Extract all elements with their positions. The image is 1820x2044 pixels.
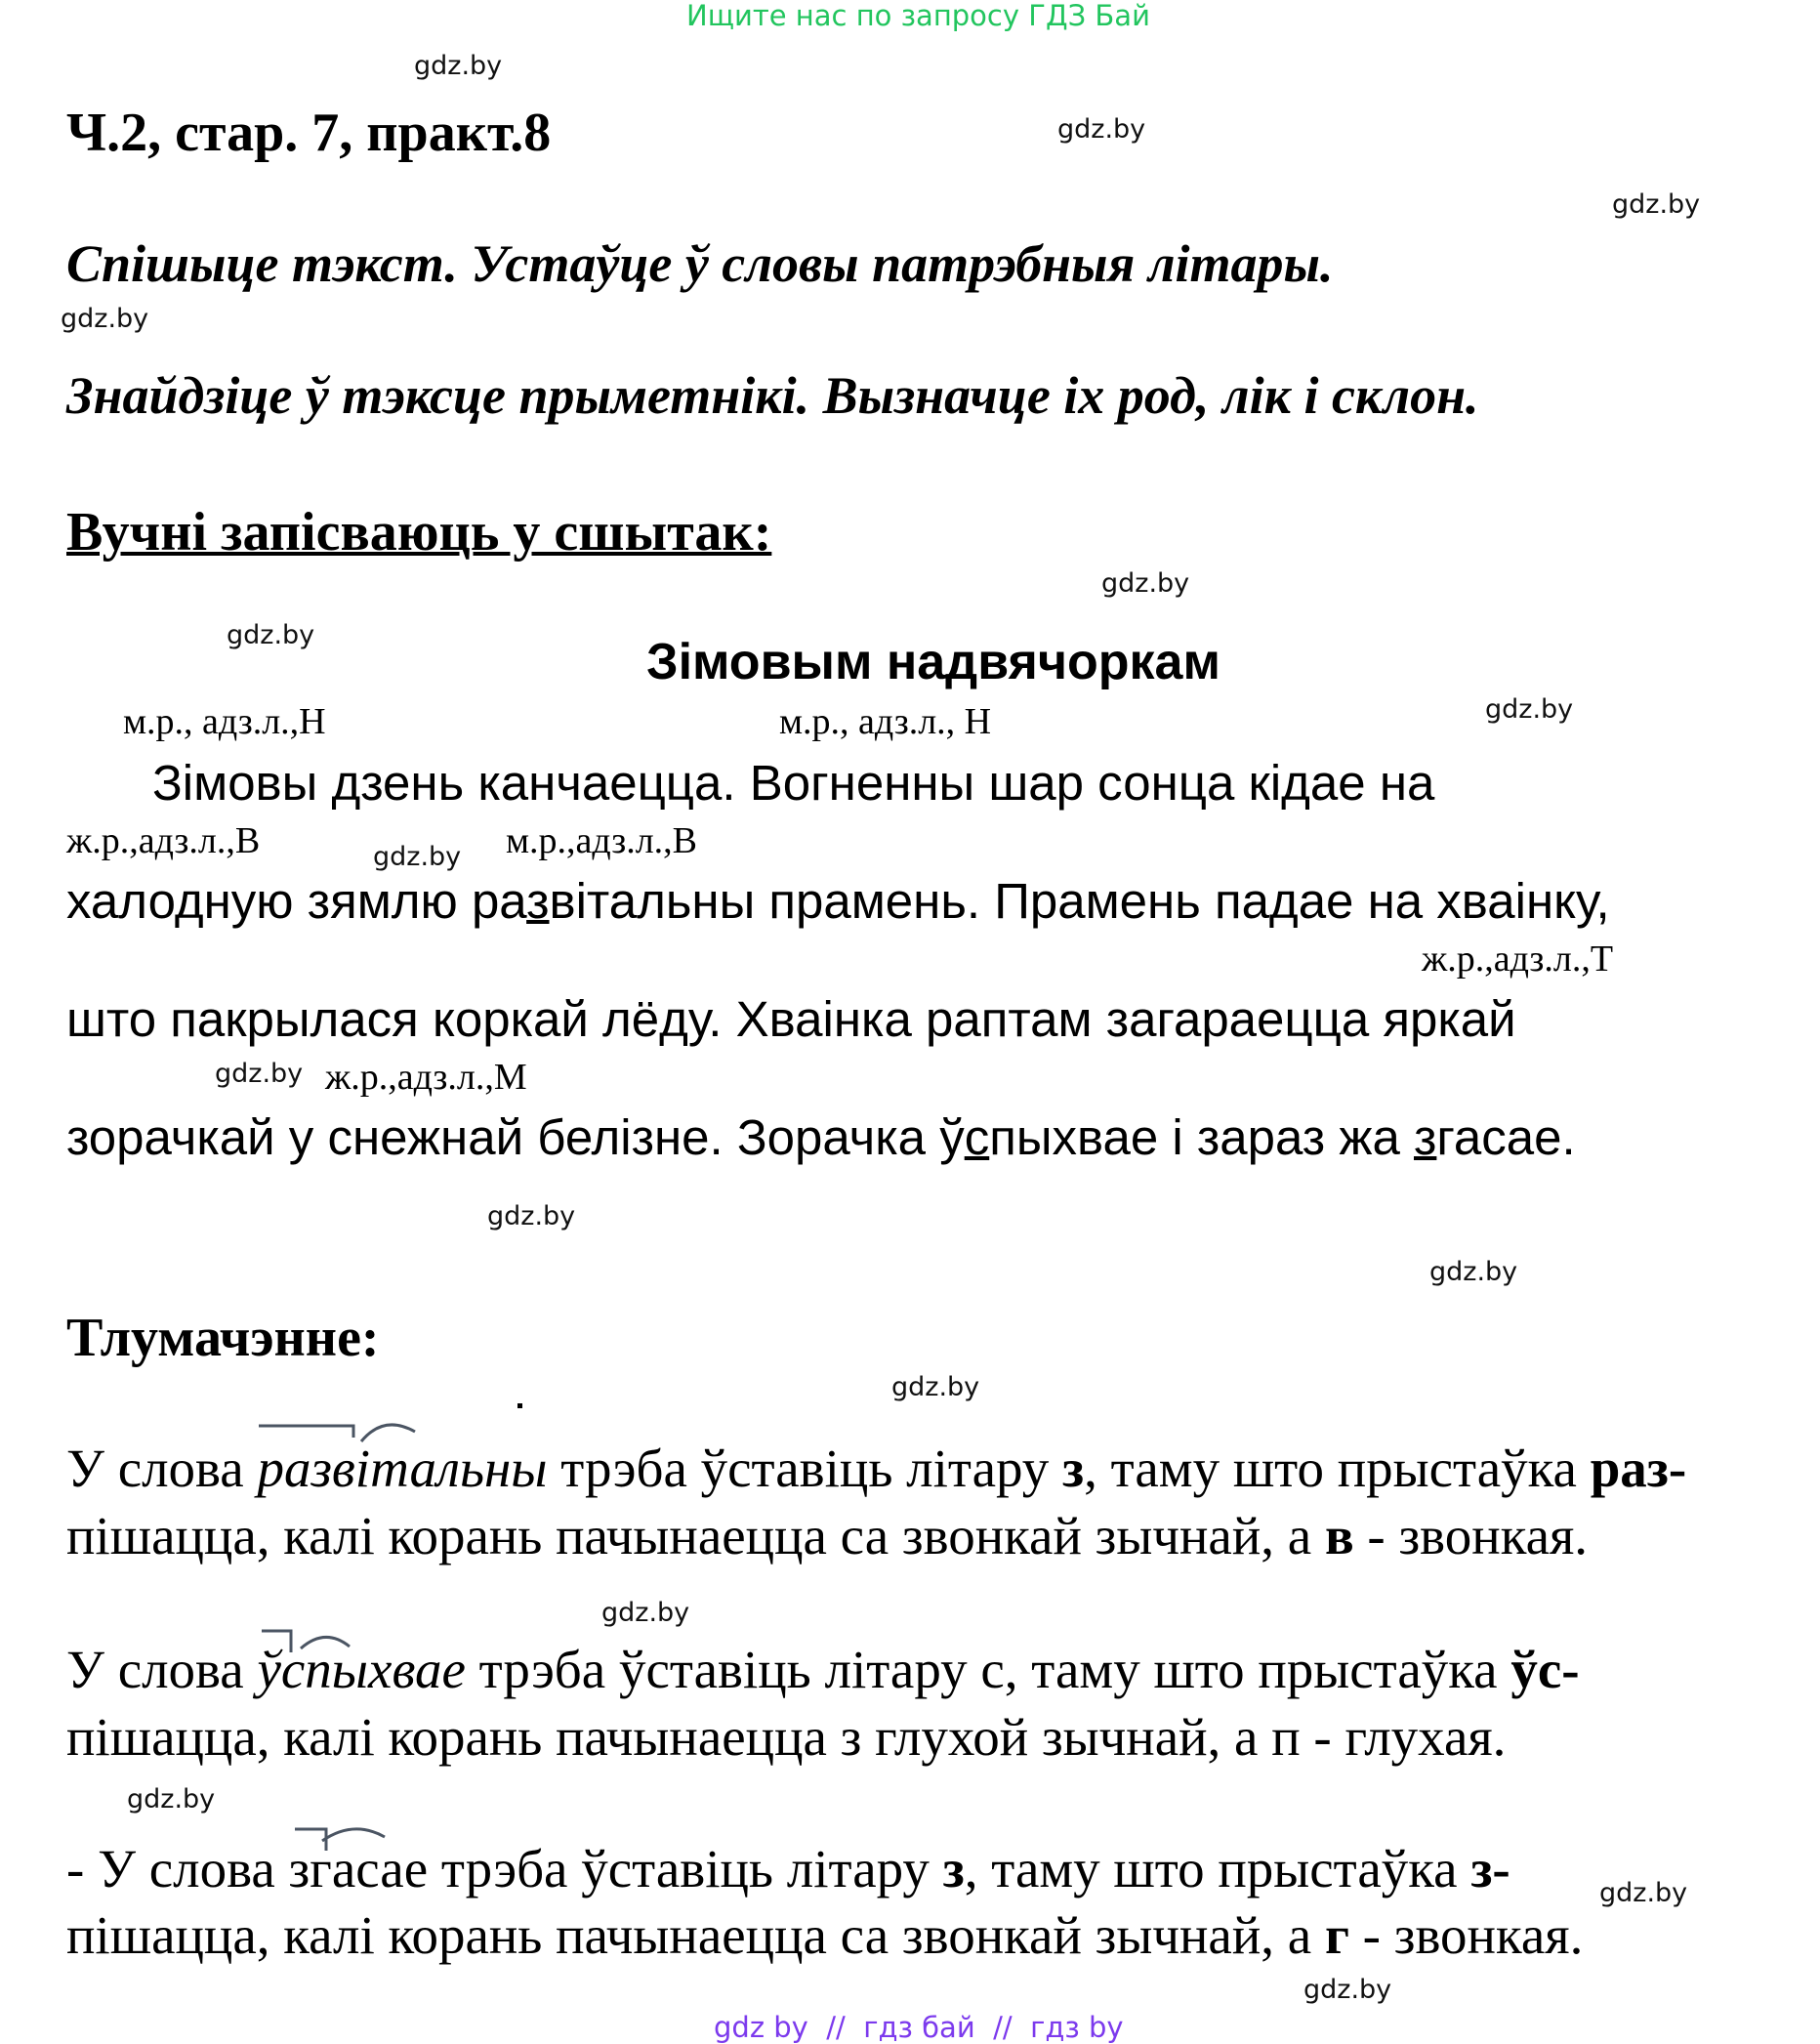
text-part: , таму што прыстаўка: [964, 1839, 1471, 1898]
footer-links[interactable]: gdz by // гдз бай // гдз by: [714, 2011, 1124, 2044]
inserted-letter: з: [526, 873, 550, 929]
text-title: Зімовым надвячоркам: [646, 634, 1220, 690]
watermark: gdz.by: [414, 51, 503, 81]
annotation: м.р.,адз.л.,В: [506, 820, 698, 861]
explanation-heading: Тлумачэнне:: [66, 1308, 380, 1368]
watermark: gdz.by: [1485, 694, 1574, 725]
annotation: ж.р.,адз.л.,В: [66, 820, 261, 861]
example-word: ўспыхвае: [257, 1640, 466, 1699]
text-part: пішацца, калі корань пачынаецца са звонкай зычнай, а: [66, 1905, 1325, 1965]
watermark: gdz.by: [1599, 1878, 1688, 1908]
watermark: gdz.by: [1101, 568, 1190, 599]
text-line-4: [66, 1109, 1576, 1165]
text-part: У слова: [66, 1640, 258, 1699]
watermark: gdz.by: [227, 620, 315, 650]
watermark: gdz.by: [215, 1059, 304, 1089]
text-line-3: што пакрылася коркай лёду. Хваінка раптам загараецца яркай: [66, 991, 1516, 1047]
letter: г: [1324, 1905, 1349, 1965]
watermark: gdz.by: [1303, 1975, 1392, 2005]
text-line-2: [66, 873, 1610, 929]
watermark: gdz.by: [127, 1784, 216, 1815]
section-heading: Вучні запісваюць у сшытак:: [66, 502, 772, 563]
letter: з: [942, 1839, 965, 1898]
text-part: пішацца, калі корань пачынаецца са звонкай зычнай, а: [66, 1506, 1325, 1565]
text-part: вітальны прамень. Прамень падае на хваінку,: [549, 873, 1610, 929]
text-part: зорачкай у снежнай белізне. Зорачка ў: [66, 1109, 965, 1165]
annotation: м.р., адз.л.,Н: [123, 701, 326, 742]
stray-dot: [517, 1403, 522, 1408]
annotation: ж.р.,адз.л.,Т: [1422, 939, 1614, 980]
text-part: трэба ўставіць літару с, таму што прыстаўка: [465, 1640, 1511, 1699]
explanation-3-line-2: [66, 1905, 1584, 1965]
explanation-2-line-1: [66, 1640, 1580, 1699]
instruction-1: Спішыце тэкст. Устаўце ў словы патрэбныя літары.: [66, 234, 1334, 293]
watermark: gdz.by: [373, 842, 462, 872]
instruction-2: Знайдзіце ў тэксце прыметнікі. Вызначце іх род, лік і склон.: [66, 366, 1479, 425]
inserted-letter: с: [964, 1109, 990, 1165]
text-part: гасае.: [1436, 1109, 1576, 1165]
watermark: gdz.by: [487, 1201, 576, 1231]
watermark: gdz.by: [1612, 189, 1701, 220]
text-part: У слова: [66, 1439, 258, 1498]
annotation: ж.р.,адз.л.,М: [325, 1057, 527, 1098]
page-title: Ч.2, стар. 7, практ.8: [66, 103, 552, 163]
inserted-letter: з: [1414, 1109, 1437, 1165]
annotation: м.р., адз.л., Н: [779, 701, 992, 742]
text-part: - звонкая.: [1348, 1905, 1584, 1965]
letter: з: [1062, 1439, 1085, 1498]
text-part: , таму што прыстаўка: [1084, 1439, 1591, 1498]
watermark: gdz.by: [891, 1372, 980, 1402]
explanation-3-line-1: [66, 1839, 1510, 1898]
explanation-2-line-2: пішацца, калі корань пачынаецца з глухой зычнай, а п - глухая.: [66, 1707, 1507, 1767]
prefix: раз-: [1590, 1439, 1687, 1498]
watermark: gdz.by: [1057, 114, 1146, 145]
explanation-1-line-2: [66, 1506, 1589, 1565]
watermark: gdz.by: [61, 304, 149, 334]
text-line-1: Зімовы дзень канчаецца. Вогненны шар сонца кідае на: [152, 755, 1435, 811]
watermark: gdz.by: [601, 1598, 690, 1628]
top-banner[interactable]: Ищите нас по запросу ГДЗ Бай: [686, 0, 1150, 32]
text-part: халодную зямлю ра: [66, 873, 527, 929]
text-part: трэба ўставіць літару: [428, 1839, 943, 1898]
explanation-1-line-1: [66, 1439, 1687, 1498]
example-word: згасае: [288, 1839, 429, 1898]
text-part: - У слова: [66, 1839, 289, 1898]
text-part: пыхвае і зараз жа: [989, 1109, 1414, 1165]
example-word: развітальны: [257, 1439, 548, 1498]
prefix: з-: [1470, 1839, 1510, 1898]
prefix: ўс-: [1510, 1640, 1580, 1699]
letter: в: [1324, 1506, 1354, 1565]
watermark: gdz.by: [1429, 1257, 1518, 1287]
text-part: трэба ўставіць літару: [547, 1439, 1063, 1498]
text-part: - звонкая.: [1353, 1506, 1589, 1565]
